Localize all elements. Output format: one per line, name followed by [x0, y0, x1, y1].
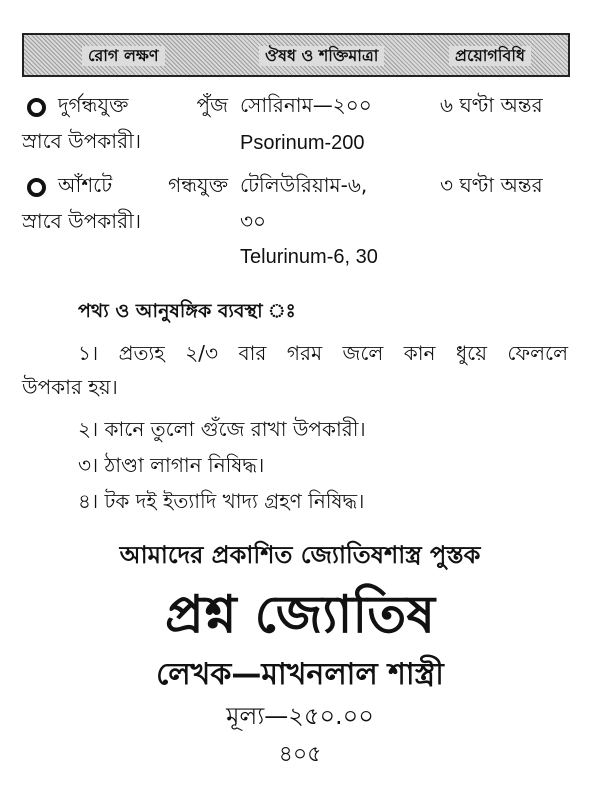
symptom-line: দুর্গন্ধযুক্ত পুঁজ — [58, 93, 228, 117]
bullet-circle-icon — [27, 98, 46, 117]
promo-intro: আমাদের প্রকাশিত জ্যোতিষশাস্ত্র পুস্তক — [119, 541, 481, 569]
header-symptom: রোগ লক্ষণ — [82, 46, 165, 66]
diet-item: ২। কানে তুলো গুঁজে রাখা উপকারী। — [78, 417, 366, 441]
medicine-name-en: Psorinum-200 — [240, 132, 365, 154]
table-header — [22, 33, 570, 77]
header-dosage: প্রয়োগবিধি — [449, 46, 531, 66]
page-number: ৪০৫ — [278, 742, 322, 767]
diet-item: উপকার হয়। — [22, 375, 118, 399]
diet-item: ১। প্রত্যহ ২/৩ বার গরম জলে কান ধুয়ে ফেললে — [78, 341, 568, 365]
symptom-line: আঁশটে গন্ধযুক্ত — [58, 173, 228, 197]
book-title: প্রশ্ন জ্যোতিষ — [165, 585, 435, 645]
diet-heading: পথ্য ও আনুষঙ্গিক ব্যবস্থা ঃ — [78, 300, 296, 322]
book-author: লেখক—মাখনলাল শাস্ত্রী — [156, 657, 444, 692]
dosage-text: ৩ ঘণ্টা অন্তর — [440, 173, 543, 197]
diet-item: ৩। ঠাণ্ডা লাগান নিষিদ্ধ। — [78, 453, 265, 477]
bullet-circle-icon — [27, 178, 46, 197]
medicine-name-bn: সোরিনাম—২০০ — [240, 93, 372, 117]
medicine-name-en: Telurinum-6, 30 — [240, 246, 378, 268]
book-price: মূল্য—২৫০.০০ — [226, 702, 374, 730]
medicine-name-bn: টেলিউরিয়াম-৬, — [240, 173, 368, 197]
diet-item: ৪। টক দই ইত্যাদি খাদ্য গ্রহণ নিষিদ্ধ। — [78, 489, 365, 513]
header-medicine: ঔষধ ও শক্তিমাত্রা — [259, 46, 384, 66]
symptom-line: স্রাবে উপকারী। — [22, 209, 141, 233]
medicine-name-bn: ৩০ — [240, 209, 267, 233]
symptom-line: স্রাবে উপকারী। — [22, 129, 141, 153]
dosage-text: ৬ ঘণ্টা অন্তর — [440, 93, 543, 117]
